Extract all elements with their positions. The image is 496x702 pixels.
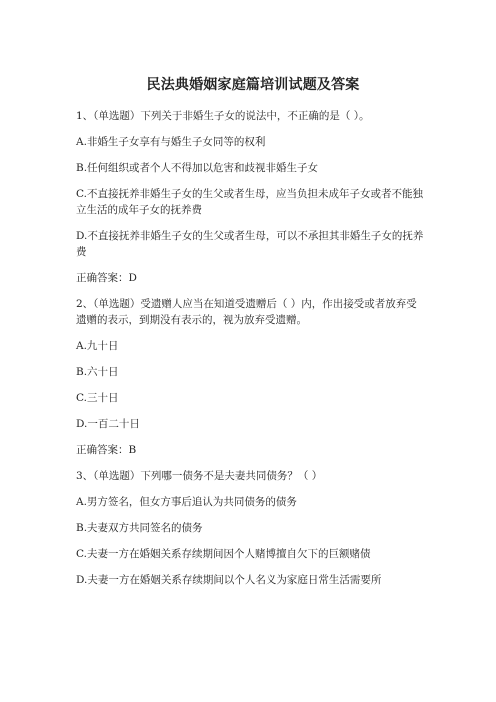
question-2-option-b: B.六十日 xyxy=(76,366,119,378)
question-3-option-b: B.夫妻双方共同签名的债务 xyxy=(76,522,203,534)
question-2-answer: 正确答案：B xyxy=(76,444,137,456)
question-2-stem: 2、（单选题）受遗赠人应当在知道受遗赠后（ ）内，作出接受或者放弃受遗赠的表示，到期没有表示的，视为放弃受遗赠。 xyxy=(76,298,417,326)
question-1-stem: 1、（单选题）下列关于非婚生子女的说法中，不正确的是（ ）。 xyxy=(76,110,370,122)
question-3-option-c: C.夫妻一方在婚姻关系存续期间因个人赌博擅自欠下的巨额赌债 xyxy=(76,548,371,560)
question-2-option-d: D.一百二十日 xyxy=(76,418,140,430)
question-3-option-d: D.夫妻一方在婚姻关系存续期间以个人名义为家庭日常生活需要所 xyxy=(76,574,382,586)
question-3-option-a: A.男方签名，但女方事后追认为共同债务的债务 xyxy=(76,496,297,508)
question-2-option-c: C.三十日 xyxy=(76,392,119,404)
question-3-stem: 3、（单选题）下列哪一债务不是夫妻共同债务？（ ） xyxy=(76,470,323,482)
question-1-option-d: D.不直接抚养非婚生子女的生父或者生母，可以不承担其非婚生子女的抚养费 xyxy=(76,230,424,258)
question-2-option-a: A.九十日 xyxy=(76,340,119,352)
question-1-answer: 正确答案：D xyxy=(76,272,137,284)
document-title: 民法典婚姻家庭篇培训试题及答案 xyxy=(146,77,360,93)
question-1-option-a: A.非婚生子女享有与婚生子女同等的权利 xyxy=(76,136,266,148)
question-1-option-b: B.任何组织或者个人不得加以危害和歧视非婚生子女 xyxy=(76,162,319,174)
question-1-option-c: C.不直接抚养非婚生子女的生父或者生母，应当负担未成年子女或者不能独立生活的成年子女的抚养费 xyxy=(76,188,423,216)
